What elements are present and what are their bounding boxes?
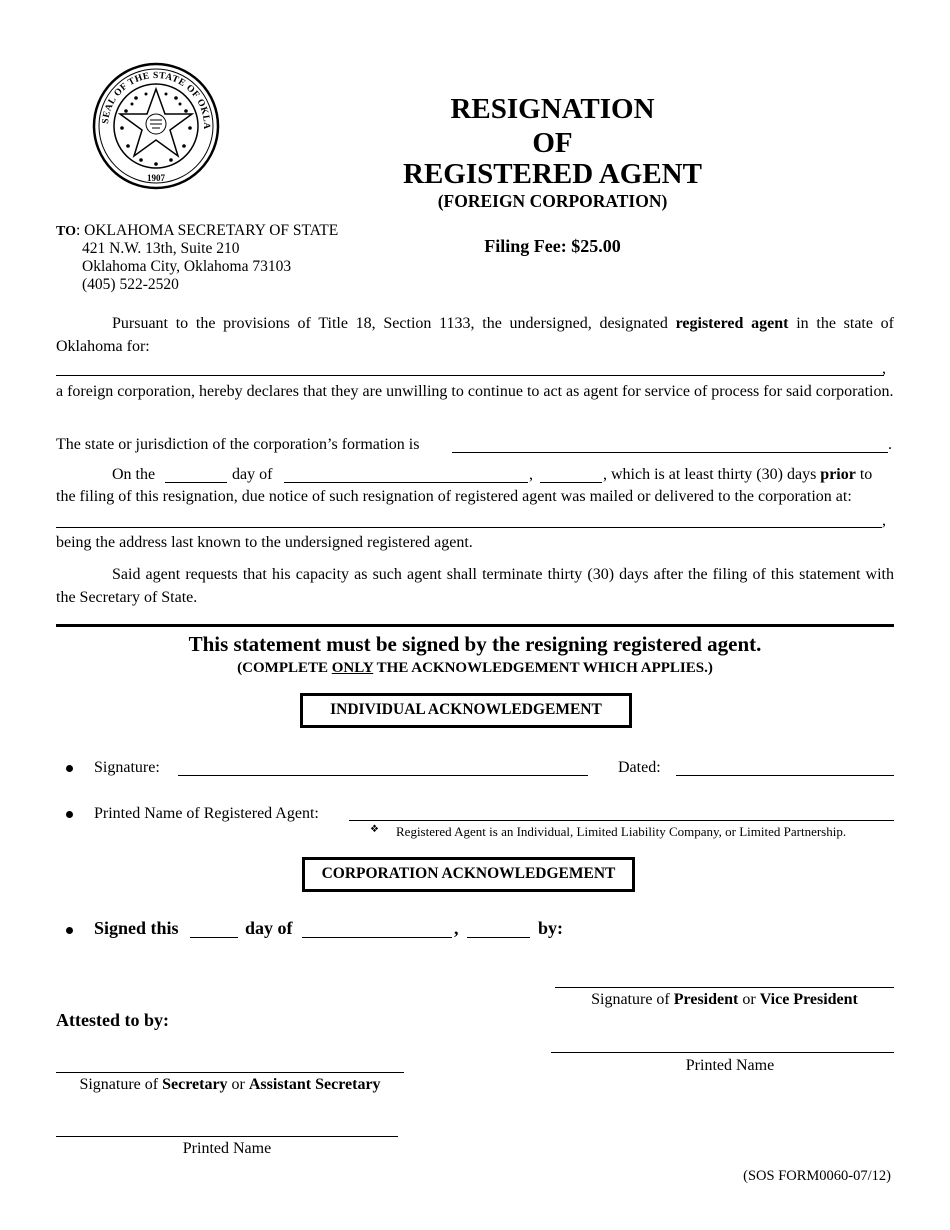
to-label: TO <box>56 224 76 239</box>
comma: , <box>882 512 886 529</box>
bullet <box>66 811 73 818</box>
prior-bold: prior <box>820 466 856 483</box>
secretary-bold: Secretary <box>162 1076 228 1093</box>
signing-heading: This statement must be signed by the resigning registered agent. <box>188 632 762 656</box>
dated-field[interactable] <box>676 775 894 776</box>
printed-name-label: Printed Name of Registered Agent: <box>94 805 319 822</box>
notice-day-field[interactable] <box>165 482 227 483</box>
seal-year: 1907 <box>147 173 165 183</box>
comma: , <box>529 466 533 483</box>
notice-text-a: , which is at least thirty (30) days <box>603 466 821 483</box>
comma: , <box>454 918 459 938</box>
to-colon: : <box>75 222 81 239</box>
jurisdiction-field[interactable] <box>452 452 888 453</box>
notice-to: to <box>855 466 873 483</box>
secretary-signature-field[interactable] <box>56 1072 404 1073</box>
president-bold: President <box>673 991 739 1008</box>
printed-name-label-2: Printed Name <box>182 1140 272 1157</box>
corporation-address-field[interactable] <box>56 527 882 528</box>
printed-name-field[interactable] <box>349 820 894 821</box>
attested-label: Attested to by: <box>56 1010 169 1030</box>
pres-label-c: or <box>738 991 760 1008</box>
individual-acknowledgement-box: INDIVIDUAL ACKNOWLEDGEMENT <box>300 693 632 728</box>
section-divider <box>56 624 894 627</box>
comma: , <box>882 360 886 377</box>
pres-label-a: Signature of <box>591 991 674 1008</box>
seal-text: SEAL OF THE STATE OF OKLA <box>100 70 212 130</box>
signed-year-field[interactable] <box>467 937 530 938</box>
title-line-3: REGISTERED AGENT <box>403 158 702 190</box>
assistant-secretary-bold: Assistant Secretary <box>248 1076 381 1093</box>
filing-fee: Filing Fee: $25.00 <box>484 236 621 256</box>
state-seal <box>86 56 226 196</box>
sec-label-c: or <box>227 1076 249 1093</box>
printed-name-label-1: Printed Name <box>685 1057 775 1074</box>
subheading-b: THE ACKNOWLEDGEMENT WHICH APPLIES.) <box>373 660 713 676</box>
intro-text-bold: registered agent <box>675 315 789 332</box>
by-label: by: <box>538 918 564 938</box>
address-note: being the address last known to the undersigned registered agent. <box>56 534 473 551</box>
diamond-bullet-icon: ❖ <box>370 824 379 835</box>
day-of-label: day of <box>245 918 293 938</box>
declaration-paragraph: a foreign corporation, hereby declares that they are unwilling to continue to act as agent for service of process for said corporation. <box>56 383 894 400</box>
intro-paragraph <box>56 312 894 358</box>
day-of-label: day of <box>232 466 273 483</box>
office-phone: (405) 522-2520 <box>82 276 179 293</box>
office-street: 421 N.W. 13th, Suite 210 <box>82 240 240 257</box>
jurisdiction-label: The state or jurisdiction of the corporation’s formation is <box>56 436 420 453</box>
secretary-signature-label <box>56 1076 404 1094</box>
corporation-name-field[interactable] <box>56 375 884 376</box>
signed-this-label: Signed this <box>94 918 179 938</box>
to-line <box>56 222 338 241</box>
notice-year-field[interactable] <box>540 482 602 483</box>
signature-label: Signature: <box>94 759 160 776</box>
intro-text-b: in the state of Oklahoma for: <box>56 315 895 355</box>
notice-text <box>603 466 872 484</box>
period: . <box>888 436 892 453</box>
subtitle: (FOREIGN CORPORATION) <box>437 191 668 211</box>
office-name: OKLAHOMA SECRETARY OF STATE <box>84 222 339 239</box>
subheading-a: (COMPLETE <box>237 660 332 676</box>
intro-text-a: Pursuant to the provisions of Title 18, Section 1133, the undersigned, designated <box>112 315 676 332</box>
terminate-paragraph: Said agent requests that his capacity as such agent shall terminate thirty (30) days after the filing of this statement with the Secretary of State. <box>56 566 894 606</box>
office-city: Oklahoma City, Oklahoma 73103 <box>82 258 292 275</box>
on-the-label: On the <box>112 466 156 483</box>
signing-subheading <box>56 660 894 677</box>
notice-month-field[interactable] <box>284 482 528 483</box>
vice-president-bold: Vice President <box>759 991 858 1008</box>
president-signature-field[interactable] <box>555 987 894 988</box>
title-line-1: RESIGNATION <box>450 93 655 125</box>
president-printed-name-field[interactable] <box>551 1052 894 1053</box>
bullet <box>66 765 73 772</box>
corporation-acknowledgement-box: CORPORATION ACKNOWLEDGEMENT <box>302 857 635 892</box>
signature-field[interactable] <box>178 775 588 776</box>
agent-type-note: Registered Agent is an Individual, Limited Liability Company, or Limited Partnership. <box>396 824 847 839</box>
sec-label-a: Signature of <box>79 1076 163 1093</box>
secretary-printed-name-field[interactable] <box>56 1136 398 1137</box>
signed-month-field[interactable] <box>302 937 452 938</box>
title-line-2: OF <box>532 127 573 159</box>
dated-label: Dated: <box>618 759 661 776</box>
bullet <box>66 927 73 934</box>
form-id: (SOS FORM0060-07/12) <box>743 1168 891 1184</box>
notice-line-2: the filing of this resignation, due notice of such resignation of registered agent was mailed or delivered to the corporation at: <box>56 488 852 505</box>
subheading-only: ONLY <box>331 660 374 676</box>
president-signature-label <box>555 991 894 1009</box>
signed-day-field[interactable] <box>190 937 238 938</box>
